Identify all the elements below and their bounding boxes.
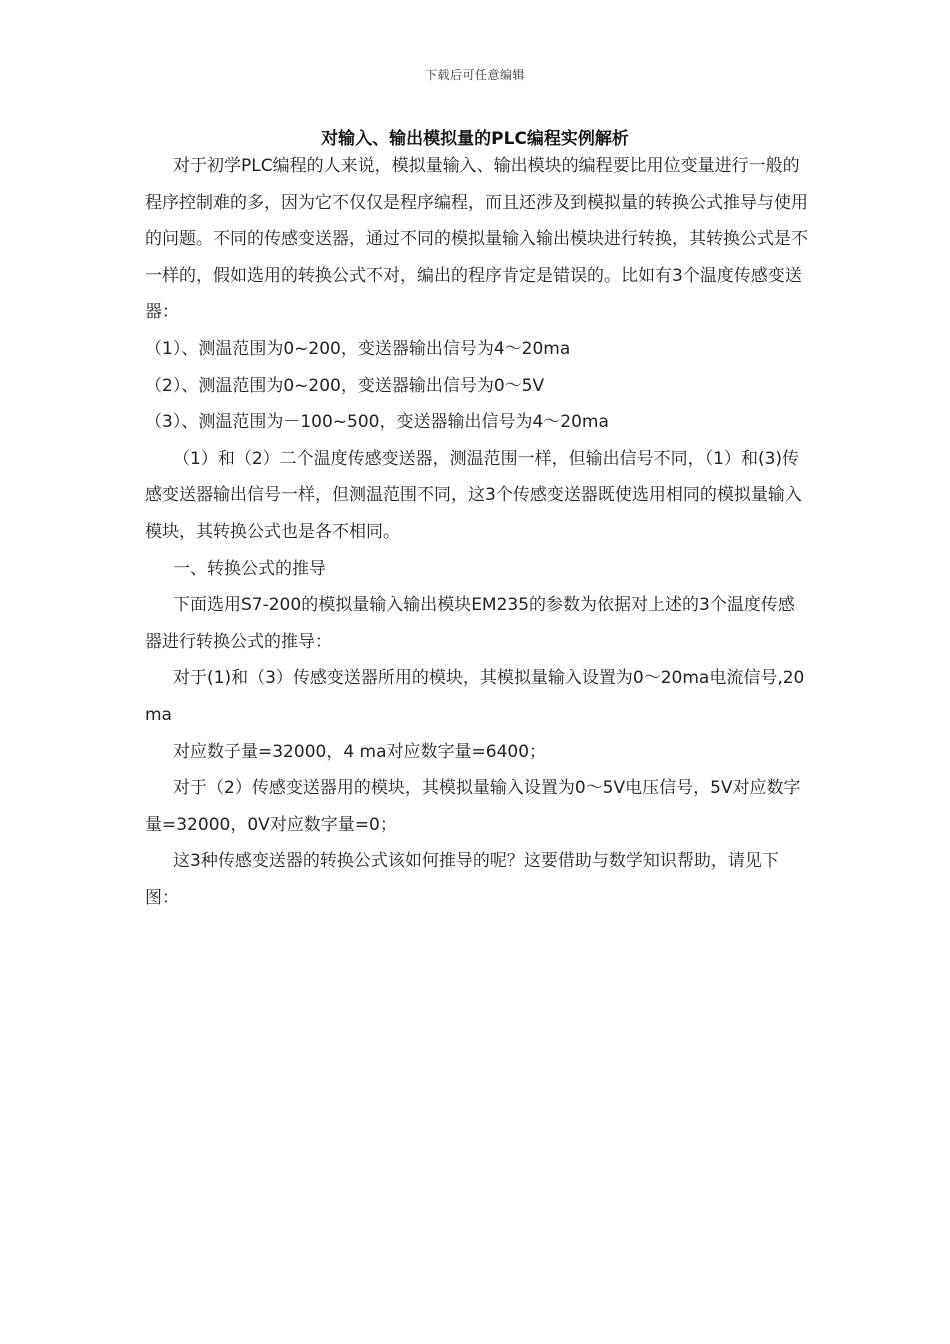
sensor-item-3: （3）、测温范围为－100~500，变送器输出信号为4～20ma (145, 412, 609, 433)
document-body (145, 148, 810, 916)
page-title: 对输入、输出模拟量的PLC编程实例解析 (321, 129, 629, 149)
paragraph-comparison: （1）和（2）二个温度传感变送器，测温范围一样，但输出信号不同，（1）和(3)传感变送器输出信号一样，但测温范围不同，这3个传感变送器既使选用相同的模拟量输入模块，其转换公式也是各不相同。 (145, 448, 802, 542)
header-note: 下载后可任意编辑 (424, 68, 525, 82)
paragraph-voltage-setting: 对于（2）传感变送器用的模块，其模拟量输入设置为0～5V电压信号，5V对应数字量=32000，0V对应数字量=0； (145, 778, 801, 835)
paragraph-module: 下面选用S7-200的模拟量输入输出模块EM235的参数为依据对上述的3个温度传感器进行转换公式的推导： (145, 595, 795, 652)
paragraph-current-setting: 对于(1)和（3）传感变送器所用的模块，其模拟量输入设置为0～20ma电流信号,20ma (145, 668, 805, 725)
paragraph-current-values: 对应数子量=32000，4 ma对应数字量=6400； (173, 741, 547, 762)
paragraph-intro: 对于初学PLC编程的人来说，模拟量输入、输出模块的编程要比用位变量进行一般的程序控制难的多，因为它不仅仅是程序编程，而且还涉及到模拟量的转换公式推导与使用的问题。不同的传感变送器，通过不同的模拟量输入输出模块进行转换，其转换公式是不一样的，假如选用的转换公式不对，编出的程序肯定是错误的。比如有3个温度传感变送器： (145, 156, 808, 323)
sensor-item-2: （2）、测温范围为0~200，变送器输出信号为0～5V (145, 375, 545, 396)
sensor-item-1: （1）、测温范围为0~200，变送器输出信号为4～20ma (145, 338, 571, 359)
paragraph-conclusion: 这3种传感变送器的转换公式该如何推导的呢？这要借助与数学知识帮助，请见下图： (145, 851, 779, 908)
section-heading: 一、转换公式的推导 (173, 558, 326, 579)
